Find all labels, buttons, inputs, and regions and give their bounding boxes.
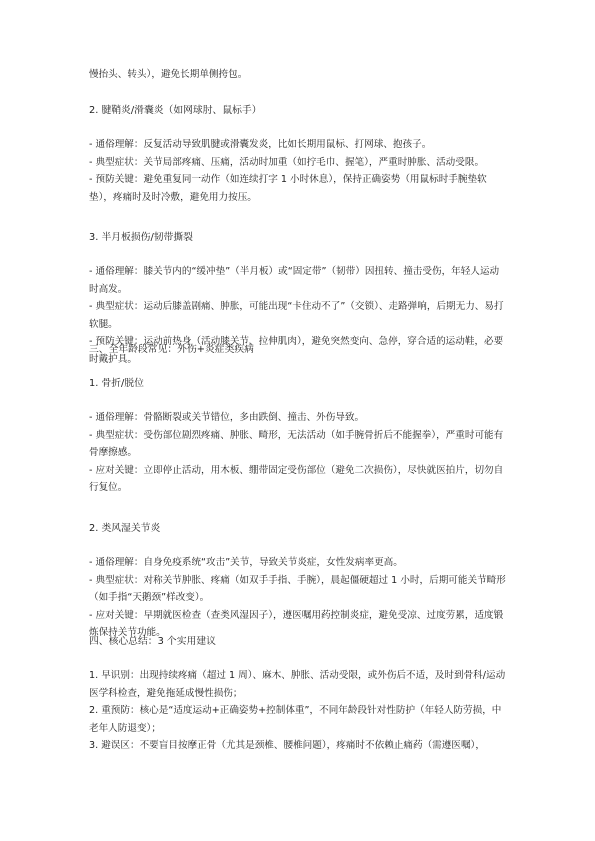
list-item: - 通俗理解：膝关节内的“缓冲垫”（半月板）或“固定带”（韧带）因扭转、撞击受伤，年轻人运动时高发。 (89, 266, 500, 295)
list-item: - 典型症状：对称关节肿胀、疼痛（如双手手指、手腕），晨起僵硬超过 1 小时，后期可能关节畸形（如手指“天鹅颈”样改变）。 (89, 574, 506, 603)
section-heading: 2. 腱鞘炎/滑囊炎（如网球肘、鼠标手） (89, 105, 262, 116)
intro-paragraph (89, 66, 507, 84)
section-body (89, 409, 507, 497)
list-item: - 通俗理解：自身免疫系统“攻击”关节，导致关节炎症，女性发病率更高。 (89, 557, 403, 568)
list-item: - 应对关键：早期就医检查（查类风湿因子），遵医嘱用药控制炎症，避免受凉、过度劳累，适度锻炼保持关节功能。 (89, 609, 504, 638)
list-item: 3. 避误区：不要盲目按摩正骨（尤其是颈椎、腰椎问题），疼痛时不依赖止痛药（需遵医嘱）， (89, 740, 485, 751)
list-item: - 应对关键：立即停止活动，用木板、绷带固定受伤部位（避免二次损伤），尽快就医拍片，切勿自行复位。 (89, 464, 504, 493)
list-item: 1. 早识别：出现持续疼痛（超过 1 周）、麻木、肿胀、活动受限，或外伤后不适，及时到骨科/运动医学科检查，避免拖延成慢性损伤； (89, 670, 506, 699)
list-item: - 典型症状：运动后膝盖剧痛、肿胀，可能出现“卡住动不了”（交锁）、走路弹响，后期无力、易打软腿。 (89, 301, 504, 330)
section-heading: 1. 骨折/脱位 (89, 378, 144, 389)
section-body (89, 136, 507, 206)
summary-list (89, 667, 507, 755)
list-item: - 通俗理解：骨骼断裂或关节错位，多由跌倒、撞击、外伤导致。 (89, 412, 365, 423)
list-item: - 预防关键：避免重复同一动作（如连续打字 1 小时休息），保持正确姿势（用鼠标时手腕垫软垫），疼痛时及时冷敷，避免用力按压。 (89, 174, 487, 203)
list-item: 2. 重预防：核心是“适度运动+正确姿势+控制体重”，不同年龄段针对性防护（年轻人防劳损，中老年人防退变）； (89, 705, 502, 734)
list-item: - 通俗理解：反复活动导致肌腱或滑囊发炎，比如长期用鼠标、打网球、抱孩子。 (89, 139, 432, 150)
list-item: - 预防关键：运动前热身（活动膝关节、拉伸肌肉），避免突然变向、急停，穿合适的运动鞋，必要时戴护具。 (89, 336, 504, 365)
list-item: - 典型症状：受伤部位剧烈疼痛、肿胀、畸形，无法活动（如手腕骨折后不能握拳），严重时可能有骨摩擦感。 (89, 429, 504, 458)
section-body (89, 554, 507, 642)
chapter-heading: 三、全年龄段常见：外伤+炎症类疾病 (89, 344, 254, 355)
section-heading: 2. 类风湿关节炎 (89, 523, 161, 534)
chapter-heading: 四、核心总结：3 个实用建议 (89, 636, 216, 647)
intro-line: 慢抬头、转头），避免长期单侧挎包。 (89, 69, 248, 80)
section-heading: 3. 半月板损伤/韧带撕裂 (89, 232, 193, 243)
list-item: - 典型症状：关节局部疼痛、压痛，活动时加重（如拧毛巾、握笔），严重时肿胀、活动受限。 (89, 156, 485, 168)
